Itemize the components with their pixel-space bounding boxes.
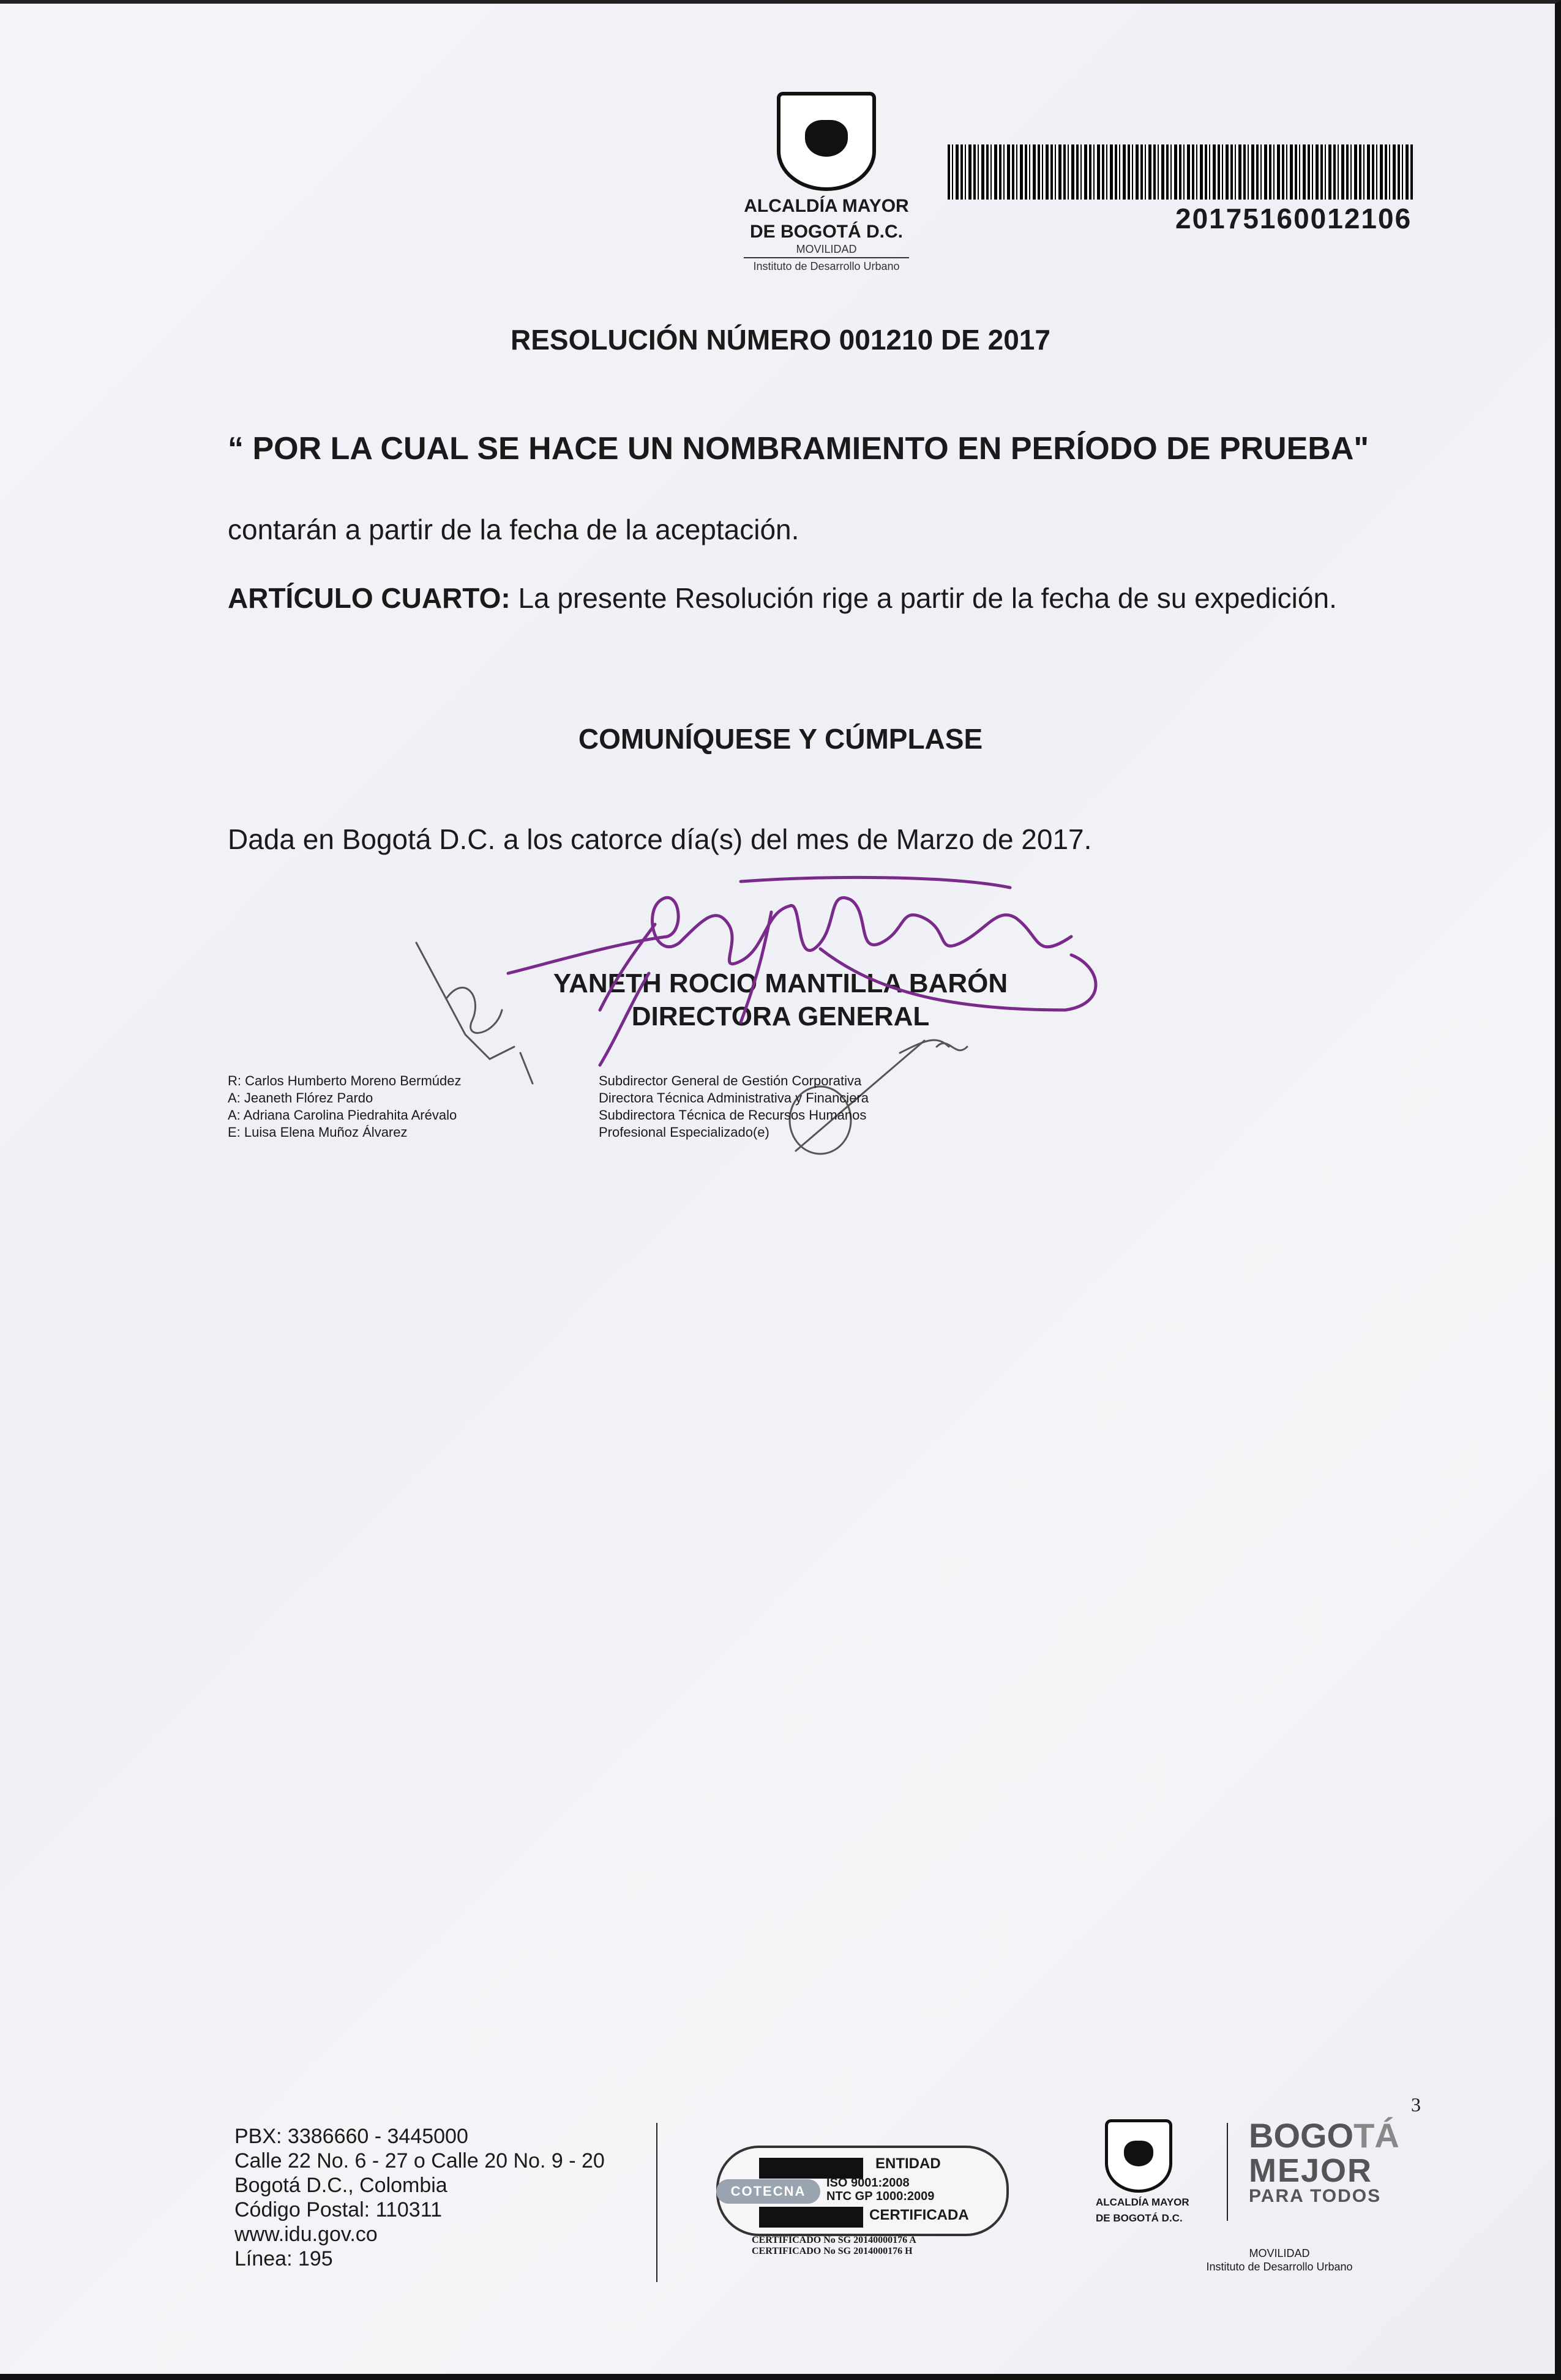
footer-alcaldia-line-1: ALCALDÍA MAYOR <box>1096 2196 1189 2208</box>
cert-iso: ISO 9001:2008 <box>826 2176 910 2190</box>
footer-movilidad-line: MOVILIDAD <box>1249 2247 1310 2259</box>
entity-line-3: MOVILIDAD <box>796 243 857 255</box>
article-fourth <box>228 582 1337 615</box>
review-names <box>228 1072 461 1141</box>
certification-seal <box>716 2146 1004 2256</box>
contact-website: www.idu.gov.co <box>234 2223 378 2246</box>
signer-title: DIRECTORA GENERAL <box>631 1001 930 1031</box>
alcaldia-header-logo <box>722 92 930 273</box>
resolution-title: RESOLUCIÓN NÚMERO 001210 DE 2017 <box>511 324 1050 356</box>
review-roles <box>599 1072 869 1141</box>
cert-certificada: CERTIFICADA <box>869 2207 969 2223</box>
bogota-wordmark <box>1249 2116 1408 2155</box>
contact-address: Calle 22 No. 6 - 27 o Calle 20 No. 9 - 20 <box>234 2149 605 2172</box>
article-text: La presente Resolución rige a partir de la fecha de su expedición. <box>510 582 1337 614</box>
cert-number-a: CERTIFICADO No SG 20140000176 A <box>752 2235 916 2245</box>
cert-bar-top <box>759 2158 863 2179</box>
entity-divider <box>744 257 909 258</box>
entity-line-1: ALCALDÍA MAYOR <box>744 196 909 216</box>
footer-crest-icon <box>1105 2119 1172 2193</box>
review-role-3: Subdirectora Técnica de Recursos Humanos <box>599 1107 867 1123</box>
footer-divider-2 <box>1227 2123 1228 2221</box>
handwritten-signatures <box>398 851 1194 1230</box>
footer-alcaldia-logo <box>1096 2119 1189 2225</box>
review-name-3: A: Adriana Carolina Piedrahita Arévalo <box>228 1107 457 1123</box>
closing-formula: COMUNÍQUESE Y CÚMPLASE <box>578 723 983 755</box>
review-role-2: Directora Técnica Administrativa y Financiera <box>599 1090 869 1106</box>
review-name-1: R: Carlos Humberto Moreno Bermúdez <box>228 1073 462 1088</box>
footer-instituto-line: Instituto de Desarrollo Urbano <box>1206 2261 1353 2273</box>
signer-name: YANETH ROCIO MANTILLA BARÓN <box>553 968 1008 998</box>
bogota-mejor-logo <box>1249 2116 1408 2207</box>
review-role-4: Profesional Especializado(e) <box>599 1125 769 1140</box>
bogota-mejor: MEJOR <box>1249 2152 1373 2189</box>
contact-city: Bogotá D.C., Colombia <box>234 2174 447 2197</box>
page-number: 3 <box>1411 2094 1421 2116</box>
resolution-subtitle: “ POR LA CUAL SE HACE UN NOMBRAMIENTO EN PERÍODO DE PRUEBA" <box>228 431 1369 466</box>
review-role-1: Subdirector General de Gestión Corporativa <box>599 1073 862 1088</box>
bogota-para-todos: PARA TODOS <box>1249 2186 1382 2206</box>
cert-number-h: CERTIFICADO No SG 2014000176 H <box>752 2246 913 2256</box>
contact-line: Línea: 195 <box>234 2247 333 2270</box>
footer-contact <box>234 2124 605 2271</box>
barcode-number: 20175160012106 <box>1175 203 1412 234</box>
cert-ntc: NTC GP 1000:2009 <box>826 2190 935 2203</box>
cert-bar-bottom <box>759 2207 863 2228</box>
bogota-prefix: BOGO <box>1249 2116 1354 2155</box>
bogota-crest-icon <box>777 92 876 191</box>
main-signature <box>508 877 1096 1065</box>
given-in-statement: Dada en Bogotá D.C. a los catorce día(s) del mes de Marzo de 2017. <box>228 823 1092 855</box>
review-name-4: E: Luisa Elena Muñoz Álvarez <box>228 1125 408 1140</box>
footer-alcaldia-line-2: DE BOGOTÁ D.C. <box>1096 2212 1183 2224</box>
footer-divider-1 <box>656 2123 657 2282</box>
contact-postal-code: Código Postal: 110311 <box>234 2198 442 2221</box>
contact-phone: PBX: 3386660 - 3445000 <box>234 2125 468 2148</box>
footer-movilidad <box>1151 2247 1408 2273</box>
review-name-2: A: Jeaneth Flórez Pardo <box>228 1090 373 1106</box>
paragraph-acceptance: contarán a partir de la fecha de la aceptación. <box>228 514 799 545</box>
document-barcode <box>948 144 1413 200</box>
entity-line-4: Instituto de Desarrollo Urbano <box>753 260 900 272</box>
article-label: ARTÍCULO CUARTO: <box>228 582 511 614</box>
bogota-accent: TÁ <box>1353 2116 1399 2155</box>
cert-entidad: ENTIDAD <box>875 2155 941 2172</box>
entity-line-2: DE BOGOTÁ D.C. <box>749 222 903 242</box>
cotecna-logo: COTECNA <box>716 2179 820 2204</box>
